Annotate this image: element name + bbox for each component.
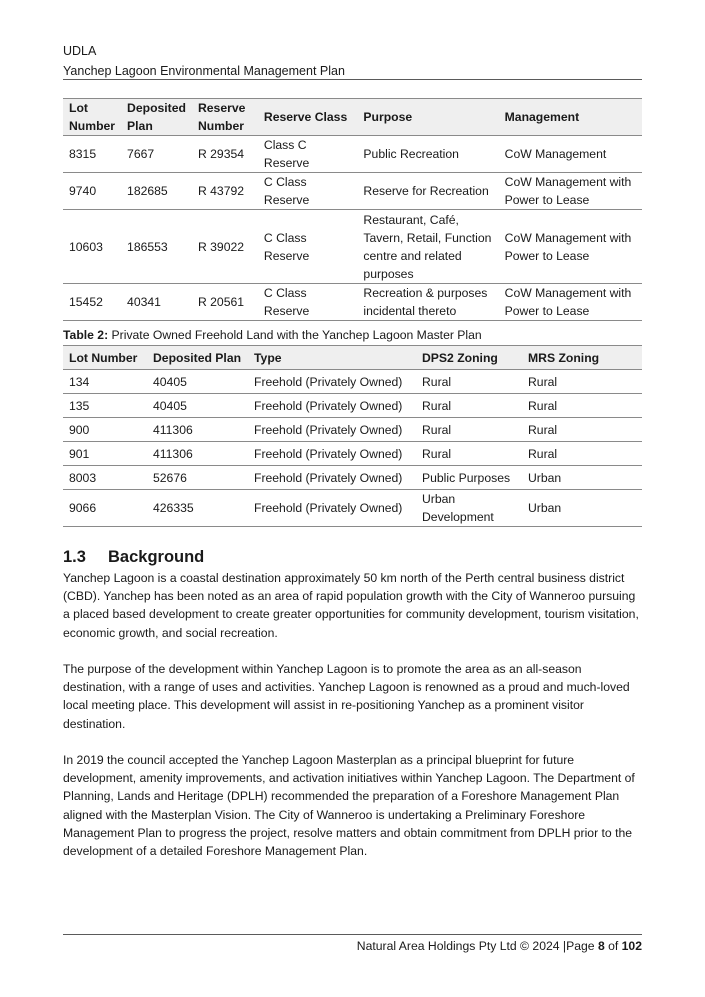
footer-page-of: of [604,939,622,953]
footer-page-total: 102 [621,939,642,953]
table-cell: Rural [422,374,452,389]
table-cell: CoW Management [504,147,607,161]
table-cell: C Class Reserve [263,230,310,263]
table-cell: 8315 [69,147,97,161]
table-cell: 426335 [153,501,194,515]
column-header: Lot Number [63,99,121,136]
freehold-land-table [63,345,642,527]
table-cell: Freehold (Privately Owned) [254,374,403,389]
table-row [63,418,642,442]
column-header: Lot Number [63,346,147,370]
table-cell: Reserve for Recreation [363,184,489,198]
table-row [63,466,642,490]
table-cell: Rural [528,446,558,461]
table-cell: Rural [422,398,452,413]
column-header: Reserve Class [258,99,358,136]
table2-caption-text: Private Owned Freehold Land with the Yanchep Lagoon Master Plan [108,328,482,342]
table-cell: Rural [528,374,558,389]
table-cell: 8003 [69,470,97,485]
section-heading [63,546,204,568]
table-cell: 7667 [127,147,155,161]
table-cell: Restaurant, Café, Tavern, Retail, Function centre and related purposes [363,212,492,281]
section-title: Background [108,548,205,566]
table-row [63,490,642,527]
table-cell: Rural [528,422,558,437]
table-cell: 9066 [69,501,97,515]
table-row [63,173,642,210]
body-paragraph: The purpose of the development within Yanchep Lagoon is to promote the area as an all-season destination, with a range of uses and activities. Yanchep Lagoon is renowned as a proud and much-loved local meeting place. This development will assist in re-positioning Yanchep as a prominent visitor destination. [63,662,630,731]
table-cell: Public Purposes [422,470,511,485]
table-cell: Class C Reserve [263,138,310,170]
page-footer [357,937,642,955]
table-cell: Urban [528,501,562,515]
table-cell: Rural [422,422,452,437]
section-number: 1.3 [63,548,86,566]
table-cell: C Class Reserve [263,286,310,318]
column-header: Type [248,346,416,370]
table-cell: CoW Management with Power to Lease [504,286,632,318]
table-cell: CoW Management with Power to Lease [504,175,632,207]
table-cell: 134 [69,374,90,389]
table-cell: Urban Development [422,492,494,524]
table-cell: 411306 [153,446,193,461]
table-row [63,370,642,394]
table-row [63,442,642,466]
table-row [63,394,642,418]
table-cell: C Class Reserve [263,175,310,207]
table-cell: Rural [528,398,558,413]
table-cell: Freehold (Privately Owned) [254,446,403,461]
footer-divider [63,934,642,935]
table-cell: 135 [69,398,90,413]
table-cell: 411306 [153,422,193,437]
column-header: MRS Zoning [522,346,642,370]
column-header: Purpose [357,99,498,136]
table-cell: 900 [69,422,90,437]
header-document-title: Yanchep Lagoon Environmental Management Plan [63,64,345,78]
table-cell: 901 [69,446,90,461]
table-cell: Urban [528,470,562,485]
table-cell: 182685 [127,184,168,198]
table-cell: Recreation & purposes incidental thereto [363,286,488,318]
table-cell: 52676 [153,470,187,485]
header-org: UDLA [63,44,97,58]
table2-caption-label: Table 2: [63,328,109,342]
page-header [63,41,642,81]
table-cell: 40405 [153,374,187,389]
table-row [63,136,642,173]
footer-page-current: 8 [597,939,605,953]
column-header: Deposited Plan [121,99,192,136]
table-cell: R 39022 [197,239,245,254]
footer-company: Natural Area Holdings Pty Ltd © 2024 |Page [356,939,598,953]
table-cell: Freehold (Privately Owned) [254,501,403,515]
table-cell: R 20561 [197,295,245,309]
column-header: Management [499,99,642,136]
table-cell: 40405 [153,398,187,413]
table-cell: 186553 [127,239,168,254]
table-header-row [63,99,642,136]
table-cell: R 29354 [197,147,245,161]
header-divider [63,79,642,80]
table-row [63,210,642,284]
table-cell: R 43792 [197,184,245,198]
table-header-row [63,346,642,370]
table-cell: Freehold (Privately Owned) [254,470,403,485]
table-cell: Freehold (Privately Owned) [254,398,403,413]
column-header: Deposited Plan [147,346,248,370]
table-cell: CoW Management with Power to Lease [504,230,632,263]
table-row [63,284,642,321]
table-cell: 40341 [127,295,161,309]
table2-caption [63,326,482,344]
body-paragraph: Yanchep Lagoon is a coastal destination approximately 50 km north of the Perth central business district (CBD). Yanchep has been noted as an area of rapid population growth with the City of Wanneroo pursuing a placed based development to create greater opportunities for community development, tourism visitation, economic growth, and social recreation. [63,571,639,640]
table-cell: 10603 [69,239,103,254]
table-cell: Freehold (Privately Owned) [254,422,403,437]
table-cell: 15452 [69,295,103,309]
table-cell: 9740 [69,184,97,198]
reserve-land-table [63,98,642,321]
body-paragraph: In 2019 the council accepted the Yanchep Lagoon Masterplan as a principal blueprint for future development, amenity improvements, and activation initiatives within Yanchep Lagoon. The Department of Planning, Lands and Heritage (DPLH) recommended the preparation of a Foreshore Management Plan aligned with the Masterplan Vision. The City of Wanneroo is undertaking a Preliminary Foreshore Management Plan to progress the project, resolve matters and obtain commitment from DPLH prior to the development of a detailed Foreshore Management Plan. [63,753,635,859]
table-cell: Rural [422,446,452,461]
column-header: Reserve Number [192,99,258,136]
table-cell: Public Recreation [363,147,459,161]
column-header: DPS2 Zoning [416,346,522,370]
